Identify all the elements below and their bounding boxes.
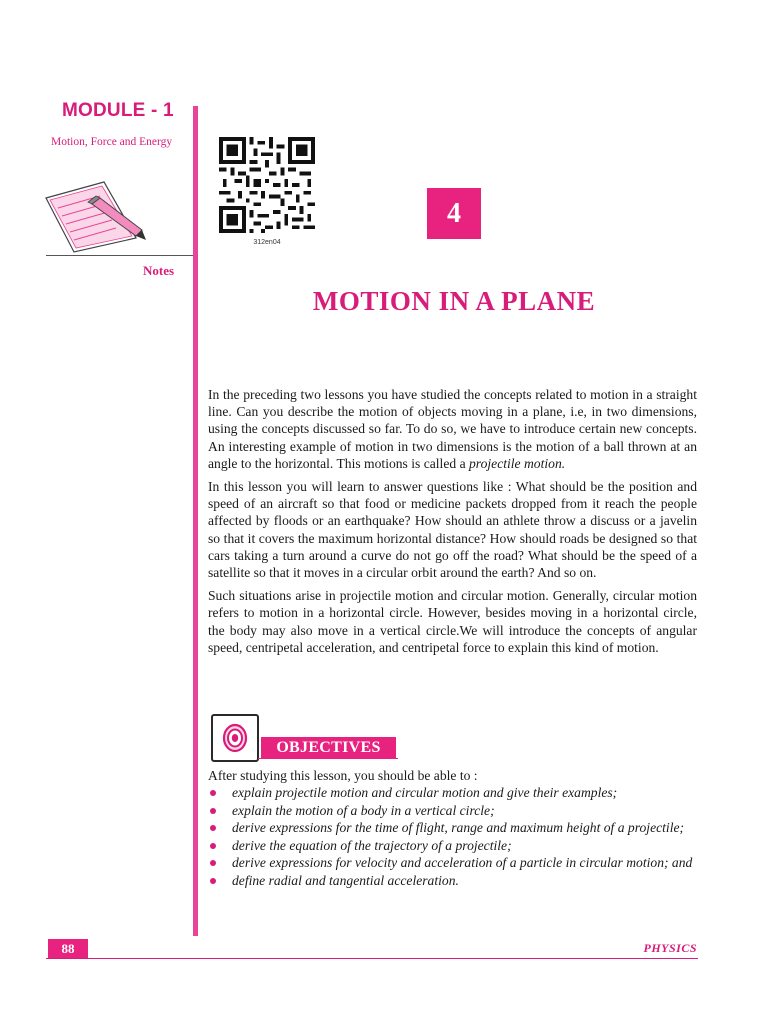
bullet-icon: [210, 878, 216, 884]
notes-label: Notes: [143, 263, 175, 278]
objective-item: [208, 785, 697, 802]
chapter-title: MOTION IN A PLANE: [312, 286, 596, 316]
objective-text: define radial and tangential acceleration.: [232, 872, 459, 888]
bullet-icon: [210, 843, 216, 849]
intro-paragraph-3: Such situations arise in projectile motion and circular motion. Generally, circular motion refers to motion in a horizontal circle. However, besides moving in a horizontal circle, the body may also move in a vertical circle.We will introduce the concepts of angular speed, centripetal acceleration, and centripetal force to explain this kind of motion.: [208, 588, 697, 655]
objective-text: explain projectile motion and circular motion and give their examples;: [232, 785, 618, 800]
objective-text: derive the equation of the trajectory of a projectile;: [232, 837, 512, 853]
intro-text: [208, 386, 697, 662]
bullet-icon: [210, 825, 216, 831]
intro-paragraph-1-text: In the preceding two lessons you have studied the concepts related to motion in a straight line. Can you describe the motion of objects moving in a plane, i.e, in two dimensions, using the concepts discussed so far. To do so, we have to introduce certain new concepts. An interesting example of motion in two dimensions is the motion of a ball thrown at an angle to the horizontal. This motions is called a: [208, 387, 697, 471]
intro-paragraph-2: In this lesson you will learn to answer questions like : What should be the position and speed of an aircraft so that food or medicine packets dropped from it reach the people affected by floods or an earthquake? How should an athlete throw a discuss or a javelin so that it covers the maximum horizontal distance? How should roads be designed so that cars taking a turn around a curve do not go off the road? What should be the speed of a satellite so that it moves in a circular orbit around the earth? And so on.: [208, 479, 697, 581]
bullet-icon: [210, 790, 216, 796]
objective-text: derive expressions for the time of flight, range and maximum height of a projectile;: [232, 820, 685, 835]
module-subtitle: Motion, Force and Energy: [51, 136, 173, 148]
intro-paragraph-1-emphasis: projectile motion.: [469, 455, 566, 471]
objective-item: [208, 820, 697, 837]
objectives-list: [208, 785, 697, 890]
target-icon: [220, 722, 250, 754]
objective-item: [208, 803, 697, 820]
footer-subject: PHYSICS: [643, 941, 697, 955]
objective-text: derive expressions for velocity and acceleration of a particle in circular motion; and: [232, 855, 693, 870]
qr-code-icon: [219, 137, 315, 233]
objectives-intro: After studying this lesson, you should be able to :: [208, 768, 478, 783]
intro-paragraph-1: [208, 386, 697, 472]
module-title: MODULE - 1: [62, 100, 174, 121]
sidebar-divider: [46, 255, 193, 256]
margin-bar: [193, 106, 198, 936]
objective-text: explain the motion of a body in a vertical circle;: [232, 802, 495, 818]
objectives-underline: [258, 758, 398, 759]
objective-item: [208, 855, 697, 872]
objectives-icon-frame: [211, 714, 259, 762]
footer-divider: [46, 958, 698, 959]
notes-pencil-icon: [40, 176, 150, 254]
bullet-icon: [210, 860, 216, 866]
objectives-heading: OBJECTIVES: [261, 737, 396, 759]
qr-caption: 312en04: [253, 239, 281, 246]
bullet-icon: [210, 808, 216, 814]
objective-item: [208, 873, 697, 890]
chapter-number: 4: [427, 188, 481, 239]
objective-item: [208, 838, 697, 855]
page-number: 88: [48, 939, 88, 958]
